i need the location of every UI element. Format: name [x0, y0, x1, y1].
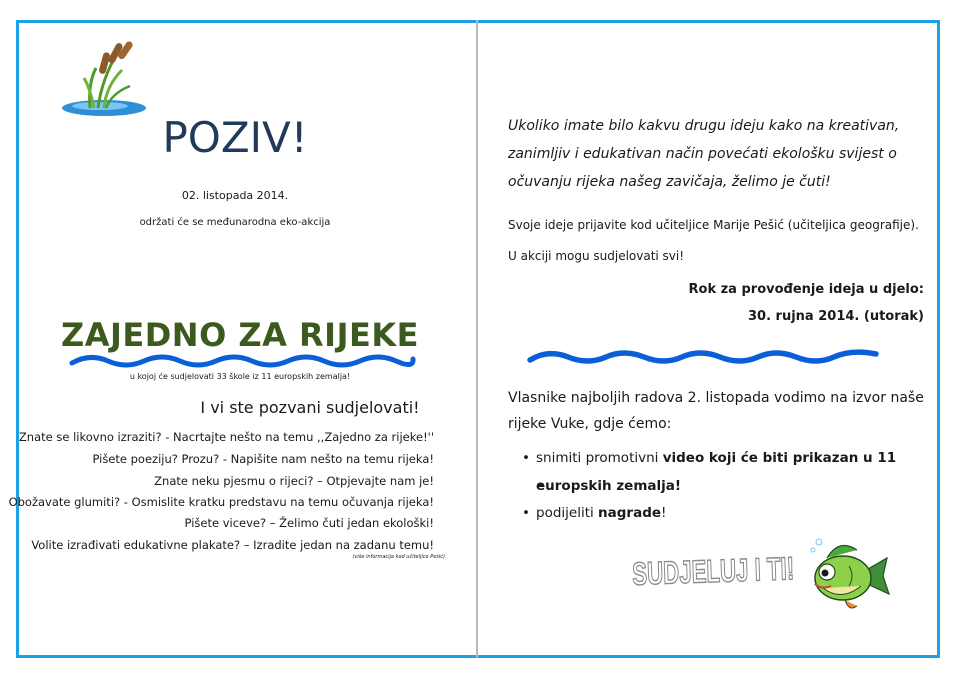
wave-divider-icon: [528, 346, 878, 366]
activity-line: Znate se likovno izraziti? - Nacrtajte nešto na temu ,,Zajedno za rijeke!'': [18, 430, 434, 444]
invite-heading: I vi ste pozvani sudjelovati!: [200, 398, 420, 417]
event-date: 02. listopada 2014.: [181, 189, 289, 202]
activity-line: Obožavate glumiti? - Osmislite kratku predstavu na temu očuvanja rijeka!: [8, 495, 434, 509]
deadline-date: 30. rujna 2014. (utorak): [748, 309, 924, 324]
slogan-text: SUDJELUJ I TI!: [631, 547, 866, 592]
bullet-text: podijeliti: [536, 505, 599, 521]
bullet-text: snimiti promotivni: [536, 450, 663, 466]
page-divider: [476, 20, 478, 658]
owners-line: Vlasnike najboljih radova 2. listopada vodimo na izvor naše: [508, 390, 924, 406]
bullet-bold-text: nagrade: [598, 505, 662, 521]
intro-text: održati će se međunarodna eko-akcija: [139, 217, 331, 228]
idea-line: Ukoliko imate bilo kakvu drugu ideju kako na kreativan,: [508, 118, 900, 134]
deadline-label: Rok za provođenje ideja u djelo:: [688, 282, 924, 297]
bullet-bold-text: video koji će biti prikazan u 11: [662, 450, 897, 466]
info-note: (više informacija kod učiteljice Pešić): [352, 554, 445, 560]
cattail-pond-icon: [60, 38, 150, 118]
activity-line: Volite izrađivati edukativne plakate? – Izradite jedan na zadanu temu!: [31, 538, 434, 552]
fish-mascot-icon: [805, 536, 890, 614]
activity-line: Pišete poeziju? Prozu? - Napišite nam nešto na temu rijeka!: [92, 452, 434, 466]
wave-divider-icon: [70, 351, 415, 369]
activity-line: Znate neku pjesmu o rijeci? – Otpjevajte nam je!: [154, 474, 434, 488]
apply-text: Svoje ideje prijavite kod učiteljice Marije Pešić (učiteljica geografije).: [508, 218, 919, 232]
event-name: ZAJEDNO ZA RIJEKE: [61, 316, 419, 354]
list-item: [522, 499, 922, 528]
list-item-continuation: [536, 472, 936, 501]
bullet-bold-text: europskih zemalja!: [536, 478, 682, 494]
participants-text: u kojoj će sudjelovati 33 škole iz 11 europskih zemalja!: [129, 372, 351, 381]
idea-line: zanimljiv i edukativan način povećati ekološku svijest o: [508, 146, 897, 162]
list-item: [522, 444, 922, 473]
bullet-end: !: [661, 505, 667, 521]
idea-line: očuvanju rijeka našeg zavičaja, želimo je čuti!: [508, 174, 831, 190]
activity-line: Pišete viceve? – Želimo čuti jedan ekološki!: [184, 516, 434, 530]
slogan-wordart: [628, 536, 866, 596]
owners-line: rijeke Vuke, gdje ćemo:: [508, 416, 672, 432]
all-welcome-text: U akciji mogu sudjelovati svi!: [508, 249, 685, 263]
page-title: POZIV!: [162, 113, 308, 162]
